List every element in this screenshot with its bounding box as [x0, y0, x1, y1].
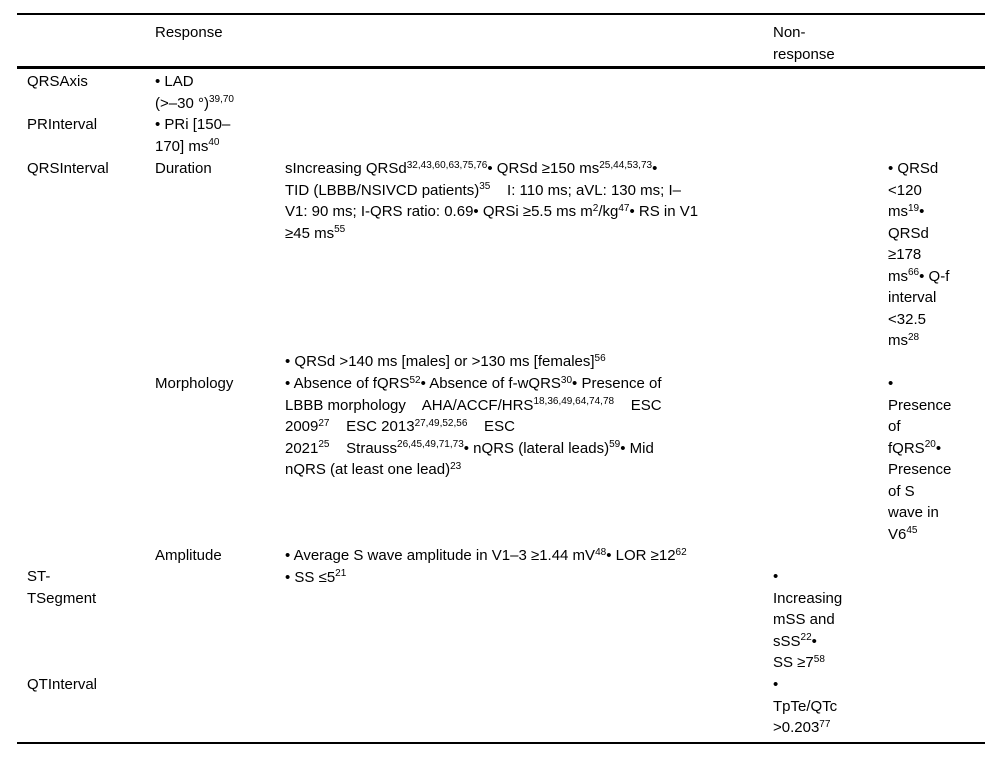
- qt-interval-non-response-cell: • TpTe/QTc $>0.203^{77}$: [773, 676, 838, 736]
- duration-response-cell: sIncreasing QRSd$^{32,43,60,63,75,76}$• QRSd ≥150 ms$^{25,44,53,73}$• TID (LBBB/NSIVCD patients)$^{35}$ I: 110 ms; aVL: 130 ms; I– V1: 90 ms; I-QRS ratio: 0.69• QRSi ≥5.5 ms $m^2/kg^{47}•$ RS in V1 ≥45 $ms^{55}$: [285, 159, 699, 242]
- morphology-response-cell: • Absence of fQRS$^{52}$• Absence of f-wQRS$^{30}$• Presence of LBBB morphology AHA/ACCF/HRS$^{18,36,49,64,74,78}$ ESC 2009$^{27}$ ESC 2013$^{27,49,52,56}$ ESC 2021$^{25}$ Strauss$^{26,45,49,71,73}$• nQRS (lateral leads)$^{59}$• Mid nQRS (at least one lead)$^{23}$: [285, 374, 662, 478]
- sub-row-label-amplitude: Amplitude: [155, 547, 222, 564]
- table-header-rule: [17, 66, 985, 69]
- row-label-st-t-segment: ST- TSegment: [27, 568, 97, 607]
- row-label-qt-interval: QTInterval: [27, 676, 98, 693]
- row-label-qrs-interval: QRSInterval: [27, 160, 109, 177]
- duration-response-extra-line: • QRSd >140 ms [males] or >130 ms [females]$^{56}$: [285, 352, 606, 370]
- column-header-response: Response: [155, 24, 223, 41]
- column-header-non-response: Non- response: [773, 24, 835, 63]
- row-label-pr-interval: PRInterval: [27, 116, 98, 133]
- morphology-non-response-cell: • Presence of fQRS$^{20}$• Presence of S wave in $V6^{45}$: [888, 375, 952, 543]
- st-t-segment-non-response-cell: • Increasing mSS and sSS$^{22}$• SS $\ge 7^{58}$: [773, 568, 843, 671]
- table-top-rule: [17, 13, 985, 15]
- row-label-qrs-axis: QRSAxis: [27, 73, 88, 90]
- pr-interval-response-cell: • PRi [150– 170] $ms^{40}$: [155, 116, 231, 155]
- sub-row-label-morphology: Morphology: [155, 375, 234, 392]
- qrs-axis-response-cell: • LAD (>–30 °)$^{39,70}$: [155, 73, 234, 112]
- sub-row-label-duration: Duration: [155, 160, 212, 177]
- duration-non-response-cell: • QRSd <120 $ms^{19}•$ QRSd ≥178 $ms^{66}•$ Q-f interval <32.5 $ms^{28}$: [888, 160, 950, 349]
- amplitude-response-cell: • Average S wave amplitude in V1–3 ≥1.44 $mV^{48}•$ LOR $\ge 12^{62}$ • SS $\le 5^{21}$: [285, 546, 687, 586]
- table-bottom-rule: [17, 742, 985, 744]
